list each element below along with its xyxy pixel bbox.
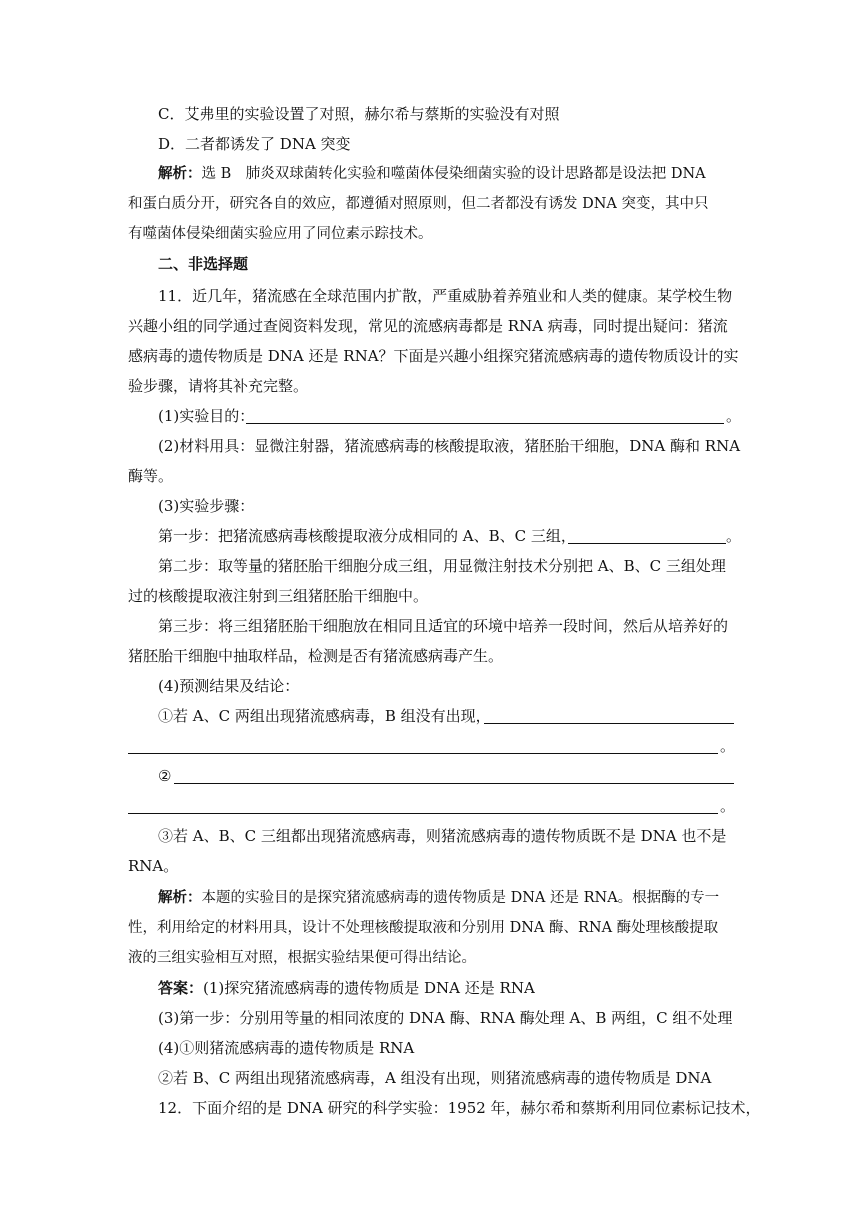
answer-line-4: ②若 B、C 两组出现猪流感病毒，A 组没有出现，则猪流感病毒的遗传物质是 DNA [158,1069,712,1087]
aim-period: 。 [726,407,742,425]
q11-line-3: 感病毒的遗传物质是 DNA 还是 RNA？下面是兴趣小组探究猪流感病毒的遗传物质设计的实 [128,347,739,365]
analysis-1-line-3: 有噬菌体侵染细菌实验应用了同位素示踪技术。 [128,226,433,242]
prediction-2-blank-b[interactable] [128,812,718,814]
q11-step-2-line-2: 过的核酸提取液注射到三组猪胚胎干细胞中。 [128,587,429,605]
q11-step-3-line-1: 第三步：将三组猪胚胎干细胞放在相同且适宜的环境中培养一段时间，然后从培养好的 [158,617,729,635]
q11-prediction-3-line-1: ③若 A、B、C 三组都出现猪流感病毒，则猪流感病毒的遗传物质既不是 DNA 也不是 [158,827,727,845]
step1-answer-blank[interactable] [568,542,726,544]
q11-line-2: 兴趣小组的同学通过查阅资料发现，常见的流感病毒都是 RNA 病毒，同时提出疑问：猪流 [128,317,728,335]
q11-step-3-line-2: 猪胚胎干细胞中抽取样品，检测是否有猪流感病毒产生。 [128,647,504,665]
prediction-1-blank-a[interactable] [484,722,734,724]
q11-steps-title: (3)实验步骤： [158,497,255,515]
prediction-2-period: 。 [720,797,736,815]
q11-line-1: 11．近几年，猪流感在全球范围内扩散，严重威胁着养殖业和人类的健康。某学校生物 [158,287,733,305]
analysis-label: 解析： [158,889,202,906]
q11-prediction-1: ①若 A、C 两组出现猪流感病毒，B 组没有出现， [158,707,491,725]
step1-period: 。 [726,527,742,545]
prediction-1-period: 。 [720,737,736,755]
analysis-2-line-3: 液的三组实验相互对照，根据实验结果便可得出结论。 [128,950,476,966]
q11-step-1: 第一步：把猪流感病毒核酸提取液分成相同的 A、B、C 三组， [158,527,576,545]
section-title: 二、非选择题 [158,255,249,273]
q11-prediction-2: ② [158,767,172,785]
analysis-2-line-2: 性，利用给定的材料用具，设计不处理核酸提取液和分别用 DNA 酶、RNA 酶处理核酸提取 [128,920,719,936]
q11-materials-line-1: (2)材料用具：显微注射器，猪流感病毒的核酸提取液，猪胚胎干细胞，DNA 酶和 RNA [158,437,741,455]
analysis-1-line-2: 和蛋白质分开，研究各自的效应，都遵循对照原则，但二者都没有诱发 DNA 突变，其中只 [128,196,709,212]
prediction-2-blank-a[interactable] [174,782,734,784]
prediction-1-blank-b[interactable] [128,752,718,754]
option-c: C．艾弗里的实验设置了对照，赫尔希与蔡斯的实验没有对照 [158,105,560,123]
q11-step-2-line-1: 第二步：取等量的猪胚胎干细胞分成三组，用显微注射技术分别把 A、B、C 三组处理 [158,557,726,575]
q11-line-4: 验步骤，请将其补充完整。 [128,377,309,395]
answer-line-1: 答案：(1)探究猪流感病毒的遗传物质是 DNA 还是 RNA [158,979,535,997]
q11-prediction-3-line-2: RNA。 [128,857,179,875]
analysis-label: 解析： [158,165,202,182]
q11-aim: (1)实验目的： [158,407,255,425]
option-d: D．二者都诱发了 DNA 突变 [158,135,351,153]
aim-answer-blank[interactable] [246,422,724,424]
q11-predict-title: (4)预测结果及结论： [158,677,300,695]
analysis-2-line-1: 解析：本题的实验目的是探究猪流感病毒的遗传物质是 DNA 还是 RNA。根据酶的专一 [158,889,720,906]
answer-label: 答案： [158,979,204,997]
answer-line-3: (4)①则猪流感病毒的遗传物质是 RNA [158,1039,415,1057]
answer-line-2: (3)第一步：分别用等量的相同浓度的 DNA 酶、RNA 酶处理 A、B 两组，C 组不处理 [158,1009,733,1027]
q12-line-1: 12．下面介绍的是 DNA 研究的科学实验：1952 年，赫尔希和蔡斯利用同位素标记技术， [158,1099,761,1117]
analysis-1-line-1: 解析：选 B 肺炎双球菌转化实验和噬菌体侵染细菌实验的设计思路都是设法把 DNA [158,165,706,182]
q11-materials-line-2: 酶等。 [128,467,174,485]
